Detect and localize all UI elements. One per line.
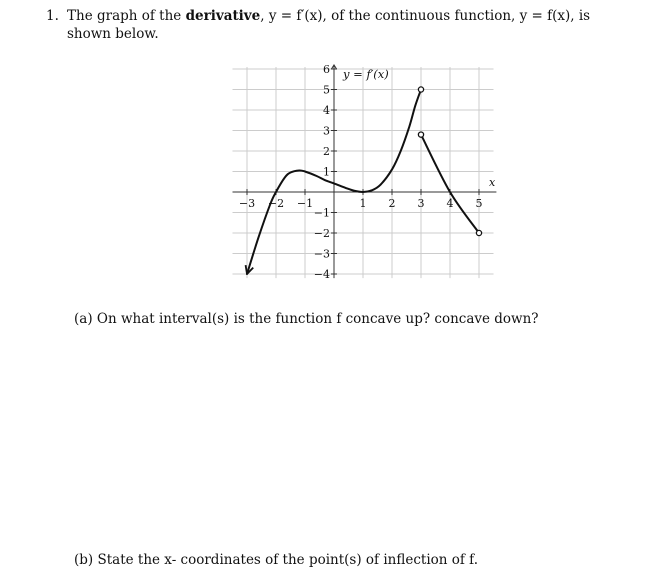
open-endpoint <box>418 132 423 137</box>
y-tick-label: 3 <box>323 124 330 138</box>
x-tick-label: −2 <box>267 197 285 210</box>
curve-label: y = f′(x) <box>343 67 389 82</box>
question-part-a <box>74 310 539 328</box>
x-tick-label: 5 <box>475 197 483 210</box>
grid <box>233 67 494 278</box>
problem-text-rest: , y = f′(x), of the continuous function, y = f(x), is shown below. <box>67 8 591 42</box>
part-b-label: (b) <box>74 552 94 568</box>
x-tick-label: 4 <box>446 197 454 210</box>
y-tick-label: 1 <box>323 165 330 179</box>
y-tick-label: −4 <box>313 268 330 281</box>
derivative-graph <box>225 57 511 291</box>
open-endpoint <box>418 87 423 92</box>
x-tick-label: −3 <box>238 197 256 210</box>
problem-statement <box>46 7 638 43</box>
y-tick-label: 6 <box>323 63 330 76</box>
problem-text <box>67 7 638 43</box>
curves <box>246 87 482 274</box>
y-tick-label: −2 <box>313 227 330 240</box>
open-endpoint <box>476 230 481 235</box>
x-axis-label: x <box>488 176 496 189</box>
y-tick-label: 2 <box>323 145 330 158</box>
x-tick-label: −1 <box>296 197 314 210</box>
y-tick-label: −1 <box>313 206 330 220</box>
part-a-label: (a) <box>74 311 93 327</box>
labels <box>342 67 496 189</box>
question-part-b <box>74 551 478 569</box>
y-tick-label: 5 <box>323 83 330 97</box>
x-tick-label: 1 <box>359 197 367 210</box>
part-b-text: State the x- coordinates of the point(s) of inflection of f. <box>97 552 478 568</box>
x-tick-label: 2 <box>388 197 396 210</box>
problem-number: 1. <box>46 8 59 24</box>
part-a-text: On what interval(s) is the function f concave up? concave down? <box>96 311 539 327</box>
problem-text-bold: derivative <box>185 8 261 24</box>
y-tick-label: 4 <box>323 104 330 117</box>
x-tick-label: 3 <box>417 197 425 210</box>
problem-text-intro: The graph of the <box>67 8 186 24</box>
y-tick-label: −3 <box>313 247 330 261</box>
